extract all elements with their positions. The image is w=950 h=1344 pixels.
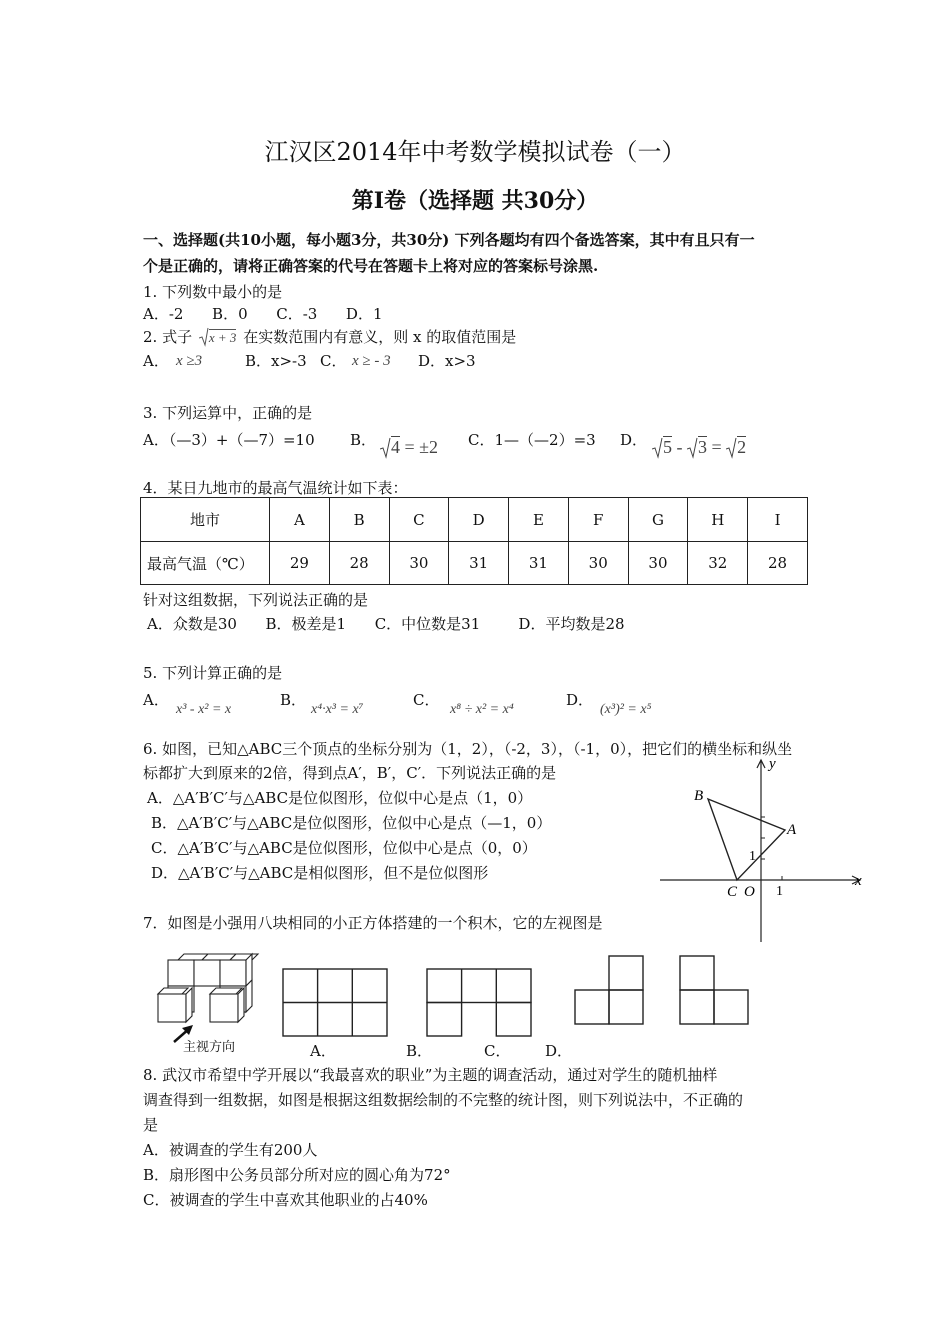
label-x-axis: x	[855, 873, 862, 889]
q5-option-b-math: x⁴·x³ = x⁷	[311, 702, 364, 717]
q7-option-d-figure	[678, 955, 750, 1027]
q5-option-c-label: C．	[413, 691, 440, 709]
table-cell: G	[628, 498, 688, 542]
q1-stem: 1. 下列数中最小的是	[143, 283, 283, 301]
q6-option-c: C．△A′B′C′与△ABC是位似图形，位似中心是点（0，0）	[151, 839, 537, 857]
q7-label-c: C．	[484, 1042, 511, 1060]
q7-arrow-caption: 主视方向	[183, 1040, 236, 1055]
table-cell: B	[329, 498, 389, 542]
q8-option-c: C．被调查的学生中喜欢其他职业的占40%	[143, 1191, 428, 1209]
cube-face	[194, 960, 220, 986]
cube-face	[220, 960, 246, 986]
q8-option-a: A．被调查的学生有200人	[143, 1141, 318, 1159]
q6-stem-line1: 6. 如图，已知△ABC三个顶点的坐标分别为（1，2），（-2，3），（-1，0），把它们的横坐标和纵坐	[143, 740, 793, 758]
q8-stem-line3: 是	[143, 1116, 159, 1134]
q3-option-b-label: B．	[350, 431, 377, 449]
temperature-table	[140, 497, 808, 585]
radical-sign-icon	[687, 437, 698, 459]
q5-option-c-math: x⁸ ÷ x² = x⁴	[450, 702, 514, 717]
table-cell: 28	[329, 542, 389, 585]
q8-stem-line1: 8. 武汉市希望中学开展以“我最喜欢的职业”为主题的调查活动，通过对学生的随机抽样	[143, 1066, 718, 1084]
q5-option-b-label: B．	[280, 691, 307, 709]
table-cell: D	[449, 498, 509, 542]
q6-coordinate-figure	[655, 752, 870, 944]
table-row	[141, 542, 808, 585]
table-cell: 30	[568, 542, 628, 585]
q7-label-b: B．	[406, 1042, 433, 1060]
q2-radicand: x + 3	[208, 330, 237, 345]
q8-option-b: B．扇形图中公务员部分所对应的圆心角为72°	[143, 1166, 451, 1184]
section-subtitle: 第I卷（选择题 共30分）	[351, 188, 599, 214]
q1-options: A．-2 B．0 C．-3 D．1	[143, 305, 383, 323]
table-cell: 30	[628, 542, 688, 585]
cube-side	[238, 988, 244, 1022]
table-cell: H	[688, 498, 748, 542]
q2-option-a-math: x ≥3	[176, 353, 203, 369]
label-x-unit: 1	[776, 884, 783, 899]
q2-option-a-label: A．	[143, 352, 169, 370]
q2-option-d: D．x>3	[418, 352, 476, 370]
table-cell: A	[270, 498, 330, 542]
table-cell: 31	[449, 542, 509, 585]
q6-option-b: B．△A′B′C′与△ABC是位似图形，位似中心是点（—1，0）	[151, 814, 552, 832]
cube-face	[158, 994, 186, 1022]
q5-stem: 5. 下列计算正确的是	[143, 664, 283, 682]
q3-option-d-math: 5 - 3 = 2	[652, 437, 746, 458]
label-o: O	[744, 884, 755, 900]
table-header-cell: 地市	[141, 498, 270, 542]
table-cell: 30	[389, 542, 449, 585]
cube-face	[210, 994, 238, 1022]
label-c: C	[727, 884, 738, 900]
table-cell: I	[748, 498, 808, 542]
radical-sign-icon	[199, 327, 209, 347]
table-header-cell: 最高气温（℃）	[141, 542, 270, 585]
q6-stem-line2: 标都扩大到原来的2倍，得到点A′，B′，C′．下列说法正确的是	[143, 764, 557, 782]
q6-option-d: D．△A′B′C′与△ABC是相似图形，但不是位似图形	[151, 864, 489, 882]
q8-stem-line2: 调查得到一组数据，如图是根据这组数据绘制的不完整的统计图，则下列说法中，不正确的	[143, 1091, 744, 1109]
q7-stem: 7．如图是小强用八块相同的小正方体搭建的一个积木，它的左视图是	[143, 914, 603, 932]
q5-option-d-math: (x³)² = x⁵	[600, 702, 652, 717]
table-cell: 31	[509, 542, 569, 585]
table-cell: C	[389, 498, 449, 542]
table-cell: 28	[748, 542, 808, 585]
q7-option-c-figure	[573, 955, 645, 1027]
q2-stem-before: 2. 式子	[143, 328, 193, 346]
cube-face	[168, 960, 194, 986]
table-cell: 32	[688, 542, 748, 585]
radical-sign-icon	[726, 437, 737, 459]
label-b: B	[694, 788, 704, 804]
q4-stem: 4．某日九地市的最高气温统计如下表：	[143, 479, 408, 497]
q2-option-c-label: C．	[320, 352, 347, 370]
q7-label-a: A．	[310, 1042, 336, 1060]
q2-option-b: B．x>-3	[245, 352, 307, 370]
section-intro-line2: 个是正确的，请将正确答案的代号在答题卡上将对应的答案标号涂黑.	[143, 257, 599, 275]
q3-option-c: C．1—（—2）=3	[468, 431, 596, 449]
q3-option-a: A．（—3）+（—7）=10	[143, 431, 315, 449]
q5-option-a-math: x³ - x² = x	[176, 702, 232, 717]
q5-option-a-label: A．	[143, 691, 169, 709]
q7-option-b-figure	[426, 968, 532, 1038]
q3-option-d-label: D．	[620, 431, 648, 449]
q6-option-a: A．△A′B′C′与△ABC是位似图形，位似中心是点（1，0）	[147, 789, 533, 807]
q2-stem-after: 在实数范围内有意义，则 x 的取值范围是	[243, 328, 517, 346]
q2-option-c-math: x ≥ - 3	[352, 353, 391, 369]
q2-stem	[143, 326, 516, 347]
q4-follow: 针对这组数据，下列说法正确的是	[143, 591, 369, 609]
table-cell: E	[509, 498, 569, 542]
q4-options: A．众数是30 B．极差是1 C．中位数是31 D．平均数是28	[147, 615, 625, 633]
label-a: A	[787, 822, 797, 838]
page-title: 江汉区2014年中考数学模拟试卷（一）	[264, 138, 686, 166]
cube-side	[186, 988, 192, 1022]
label-y-unit: 1	[749, 849, 756, 864]
q7-option-a-figure	[282, 968, 388, 1038]
cube-top	[210, 988, 242, 994]
section-intro-line1: 一、选择题(共10小题，每小题3分，共30分) 下列各题均有四个备选答案，其中有且只有一	[143, 231, 755, 249]
q5-option-d-label: D．	[566, 691, 594, 709]
q3-option-b-math: 4 = ±2	[380, 437, 438, 458]
q3-stem: 3. 下列运算中，正确的是	[143, 404, 313, 422]
radical-sign-icon	[380, 437, 391, 459]
q2-radical	[199, 328, 237, 346]
table-cell: F	[568, 498, 628, 542]
table-row	[141, 498, 808, 542]
cube-top	[158, 988, 188, 994]
q7-label-d: D．	[545, 1042, 573, 1060]
label-y-axis: y	[769, 756, 776, 772]
radical-sign-icon	[652, 437, 663, 459]
triangle-abc	[708, 799, 785, 880]
cube-side	[246, 980, 252, 1012]
table-cell: 29	[270, 542, 330, 585]
